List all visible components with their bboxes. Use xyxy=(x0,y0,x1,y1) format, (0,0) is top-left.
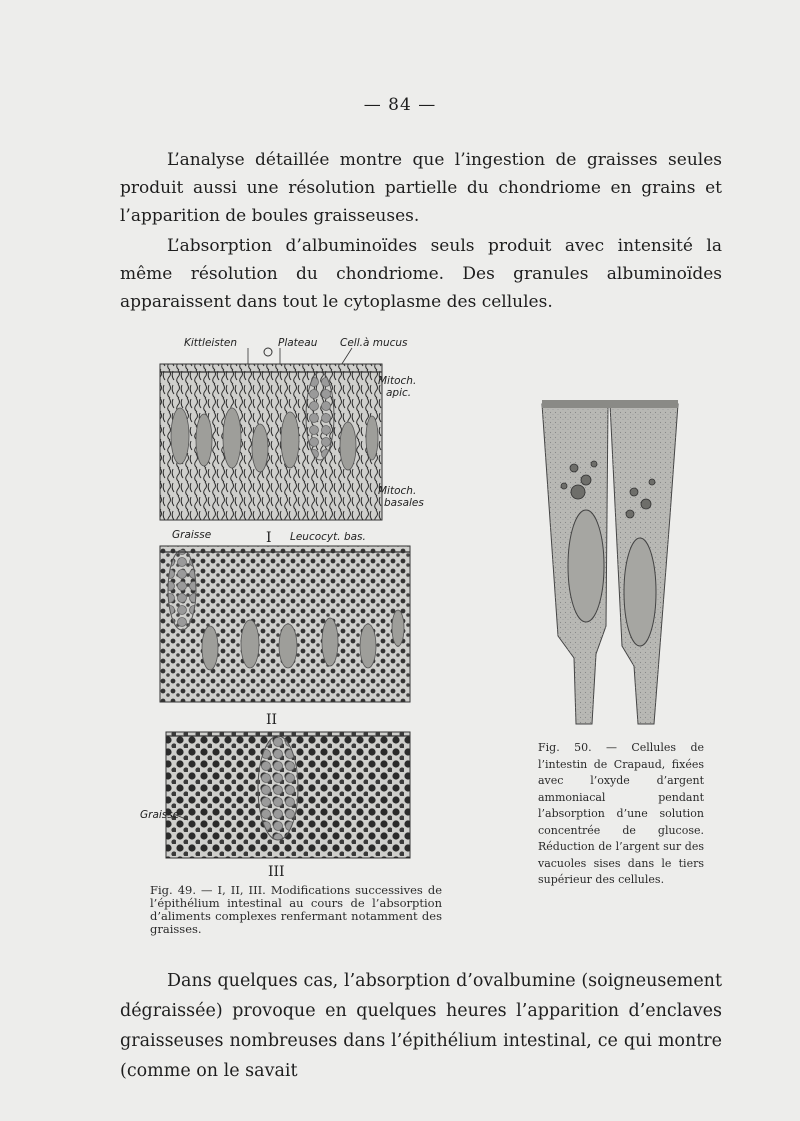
figure-49-caption-text: — I, II, III. Modifications successives de l’épithélium intestinal au cours de l’absorption d’aliments complexes renfermant notamment des graisses. xyxy=(150,883,442,936)
figure-50-caption xyxy=(538,740,704,889)
panel-label-i: I xyxy=(266,530,272,546)
label-cell-mucus: Cell.à mucus xyxy=(340,337,408,349)
label-graisse-1: Graisse xyxy=(172,529,212,541)
panel-label-ii: II xyxy=(266,712,278,728)
paragraph-2: L’absorption d’albuminoïdes seuls produit avec intensité la même résolution du chondriome. Des granules albuminoïdes apparaissent dans tout le cytoplasme des cellules. xyxy=(120,236,722,312)
label-plateau: Plateau xyxy=(278,337,318,349)
label-mitoch-basales-2: basales xyxy=(384,497,424,509)
figure-50-caption-text: — Cellules de l’intestin de Crapaud, fixées avec l’oxyde d’argent ammoniacal pendant l’absorption d’une solution concentrée de glucose. Réduction de l’argent sur des vacuoles sises dans le tiers supérieur des cellules. xyxy=(538,741,704,886)
label-mitoch-basales-1: Mitoch. xyxy=(378,485,417,497)
label-mitoch-apic-2: apic. xyxy=(386,387,412,399)
panel-i xyxy=(160,364,424,546)
paragraph-1: L’analyse détaillée montre que l’ingestion de graisses seules produit aussi une résolution partielle du chondriome en grains et l’apparition de boules graisseuses. xyxy=(120,150,722,226)
label-mitoch-apic-1: Mitoch. xyxy=(378,375,417,387)
label-graisse-2: Graisse xyxy=(140,809,180,821)
label-leucocyt: Leucocyt. bas. xyxy=(290,531,366,543)
kittleisten-marker xyxy=(264,348,272,356)
panel-label-iii: III xyxy=(268,864,285,880)
page-number: — 84 — xyxy=(363,95,437,115)
figure-50-caption-label: Fig. 50. xyxy=(538,741,592,754)
panel-iii xyxy=(140,732,410,880)
figure-49 xyxy=(140,328,440,880)
label-kittleisten: Kittleisten xyxy=(184,337,238,349)
figure-49-caption xyxy=(150,884,442,936)
nucleus-right xyxy=(624,538,656,646)
paragraph-3: Dans quelques cas, l’absorption d’ovalbumine (soigneusement dégraissée) provoque en quelques heures l’apparition d’enclaves graisseuses nombreuses dans l’épithélium intestinal, ce qui montre (comme on le savait xyxy=(120,971,722,1081)
figure-50 xyxy=(534,396,684,726)
panel-ii xyxy=(160,546,410,728)
figure-49-caption-label: Fig. 49. xyxy=(150,883,196,897)
nucleus-left xyxy=(568,510,604,622)
